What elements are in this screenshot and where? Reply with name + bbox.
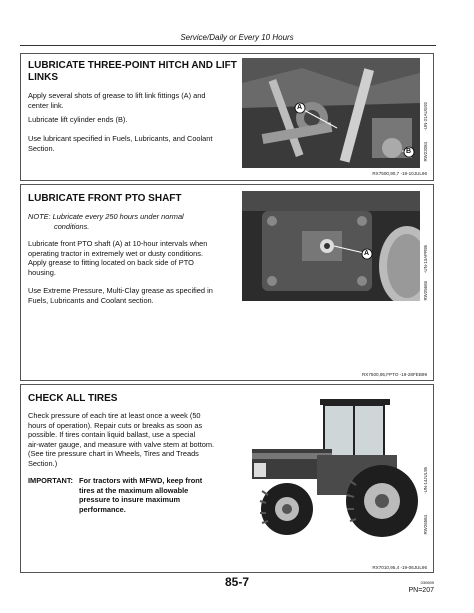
important-label: IMPORTANT:	[28, 476, 74, 485]
reference-code: RX7500,90,7 -19-10JUL96	[372, 171, 427, 176]
callout-b: B	[406, 148, 412, 155]
header-rule	[20, 45, 436, 46]
callout-a: A	[297, 104, 303, 111]
text-line: NOTE: Lubricate every 250 hours under normal	[28, 212, 184, 221]
figure-code: -UN-13APR95	[423, 245, 428, 274]
text-line: Section.)	[28, 458, 58, 468]
hitch-illustration	[242, 58, 420, 168]
paragraph-2	[28, 286, 213, 305]
page-header: Service/Daily or Every 10 Hours	[180, 33, 294, 42]
text-line: performance.	[79, 504, 126, 514]
figure-code: -UN-14JUL95	[423, 467, 428, 494]
text-line: housing.	[28, 267, 56, 277]
tractor-illustration	[242, 391, 422, 541]
paragraph-2: Lubricate lift cylinder ends (B).	[28, 115, 128, 124]
section-title: CHECK ALL TIRES	[28, 393, 118, 404]
reference-code: RX7500,95,FPTO -19-28FEB99	[361, 372, 427, 377]
note	[28, 212, 184, 231]
section-lubricate-hitch	[20, 53, 434, 181]
figure-id: RW25665	[423, 281, 428, 301]
text-line: center link.	[28, 100, 64, 110]
text-line: For tractors with MFWD, keep front	[79, 476, 203, 485]
text-line: Apply several shots of grease to lift link fittings (A) and	[28, 91, 206, 100]
section-title-line1: LUBRICATE THREE-POINT HITCH AND LIFT	[28, 60, 237, 71]
text-line: (See tire pressure chart in Wheels, Tires and Treads	[28, 449, 199, 458]
text-line: Check pressure of each tire at least once a week (50	[28, 411, 201, 420]
reference-code: RX7010,95,4 -19-06JUL96	[372, 565, 427, 570]
text-line: Apply grease to fitting located on back side of PTO	[28, 258, 194, 267]
text-line: Use Extreme Pressure, Multi-Clay grease as specified in	[28, 286, 213, 295]
figure-code: -UN-21AUG92	[423, 102, 428, 131]
figure-id: RW22084	[423, 142, 428, 162]
section-title-line2: LINKS	[28, 72, 58, 83]
text-line: Use lubricant specified in Fuels, Lubricants, and Coolant	[28, 134, 213, 143]
paragraph-1	[28, 411, 214, 468]
paragraph-1	[28, 91, 205, 110]
text-line: operating tractor in extremely wet or dusty conditions.	[28, 248, 203, 258]
important-text	[79, 476, 202, 514]
section-title: LUBRICATE FRONT PTO SHAFT	[28, 193, 182, 204]
hitch-photo	[242, 58, 420, 168]
section-check-tires	[20, 384, 434, 573]
text-line: pressure to insure maximum	[79, 495, 181, 504]
callout-a: A	[364, 250, 370, 257]
pto-illustration	[242, 191, 420, 301]
paragraph-3	[28, 134, 212, 153]
footer-date-code: 030699	[420, 580, 434, 585]
text-line: Lubricate front PTO shaft (A) at 10-hour intervals when	[28, 239, 208, 248]
text-line: Fuels, Lubricants and Coolant section.	[28, 295, 154, 305]
page-number: 85-7	[224, 575, 250, 589]
paragraph-1	[28, 239, 207, 277]
figure-id: RW26584	[423, 515, 428, 535]
text-line: tires at the maximum allowable	[79, 485, 189, 495]
tractor-photo	[242, 391, 422, 541]
text-line: air-water gauge, and measure with valve stem at bottom.	[28, 439, 215, 449]
text-line: hours of operation). Repair cuts or breaks as soon as	[28, 420, 203, 430]
text-line: Section.	[28, 143, 55, 153]
section-lubricate-pto	[20, 184, 434, 381]
pto-photo	[242, 191, 420, 301]
page-pn: PN=207	[408, 587, 434, 594]
text-line: possible. If tires contain liquid ballast, use a special	[28, 430, 196, 439]
text-line: conditions.	[54, 221, 90, 231]
